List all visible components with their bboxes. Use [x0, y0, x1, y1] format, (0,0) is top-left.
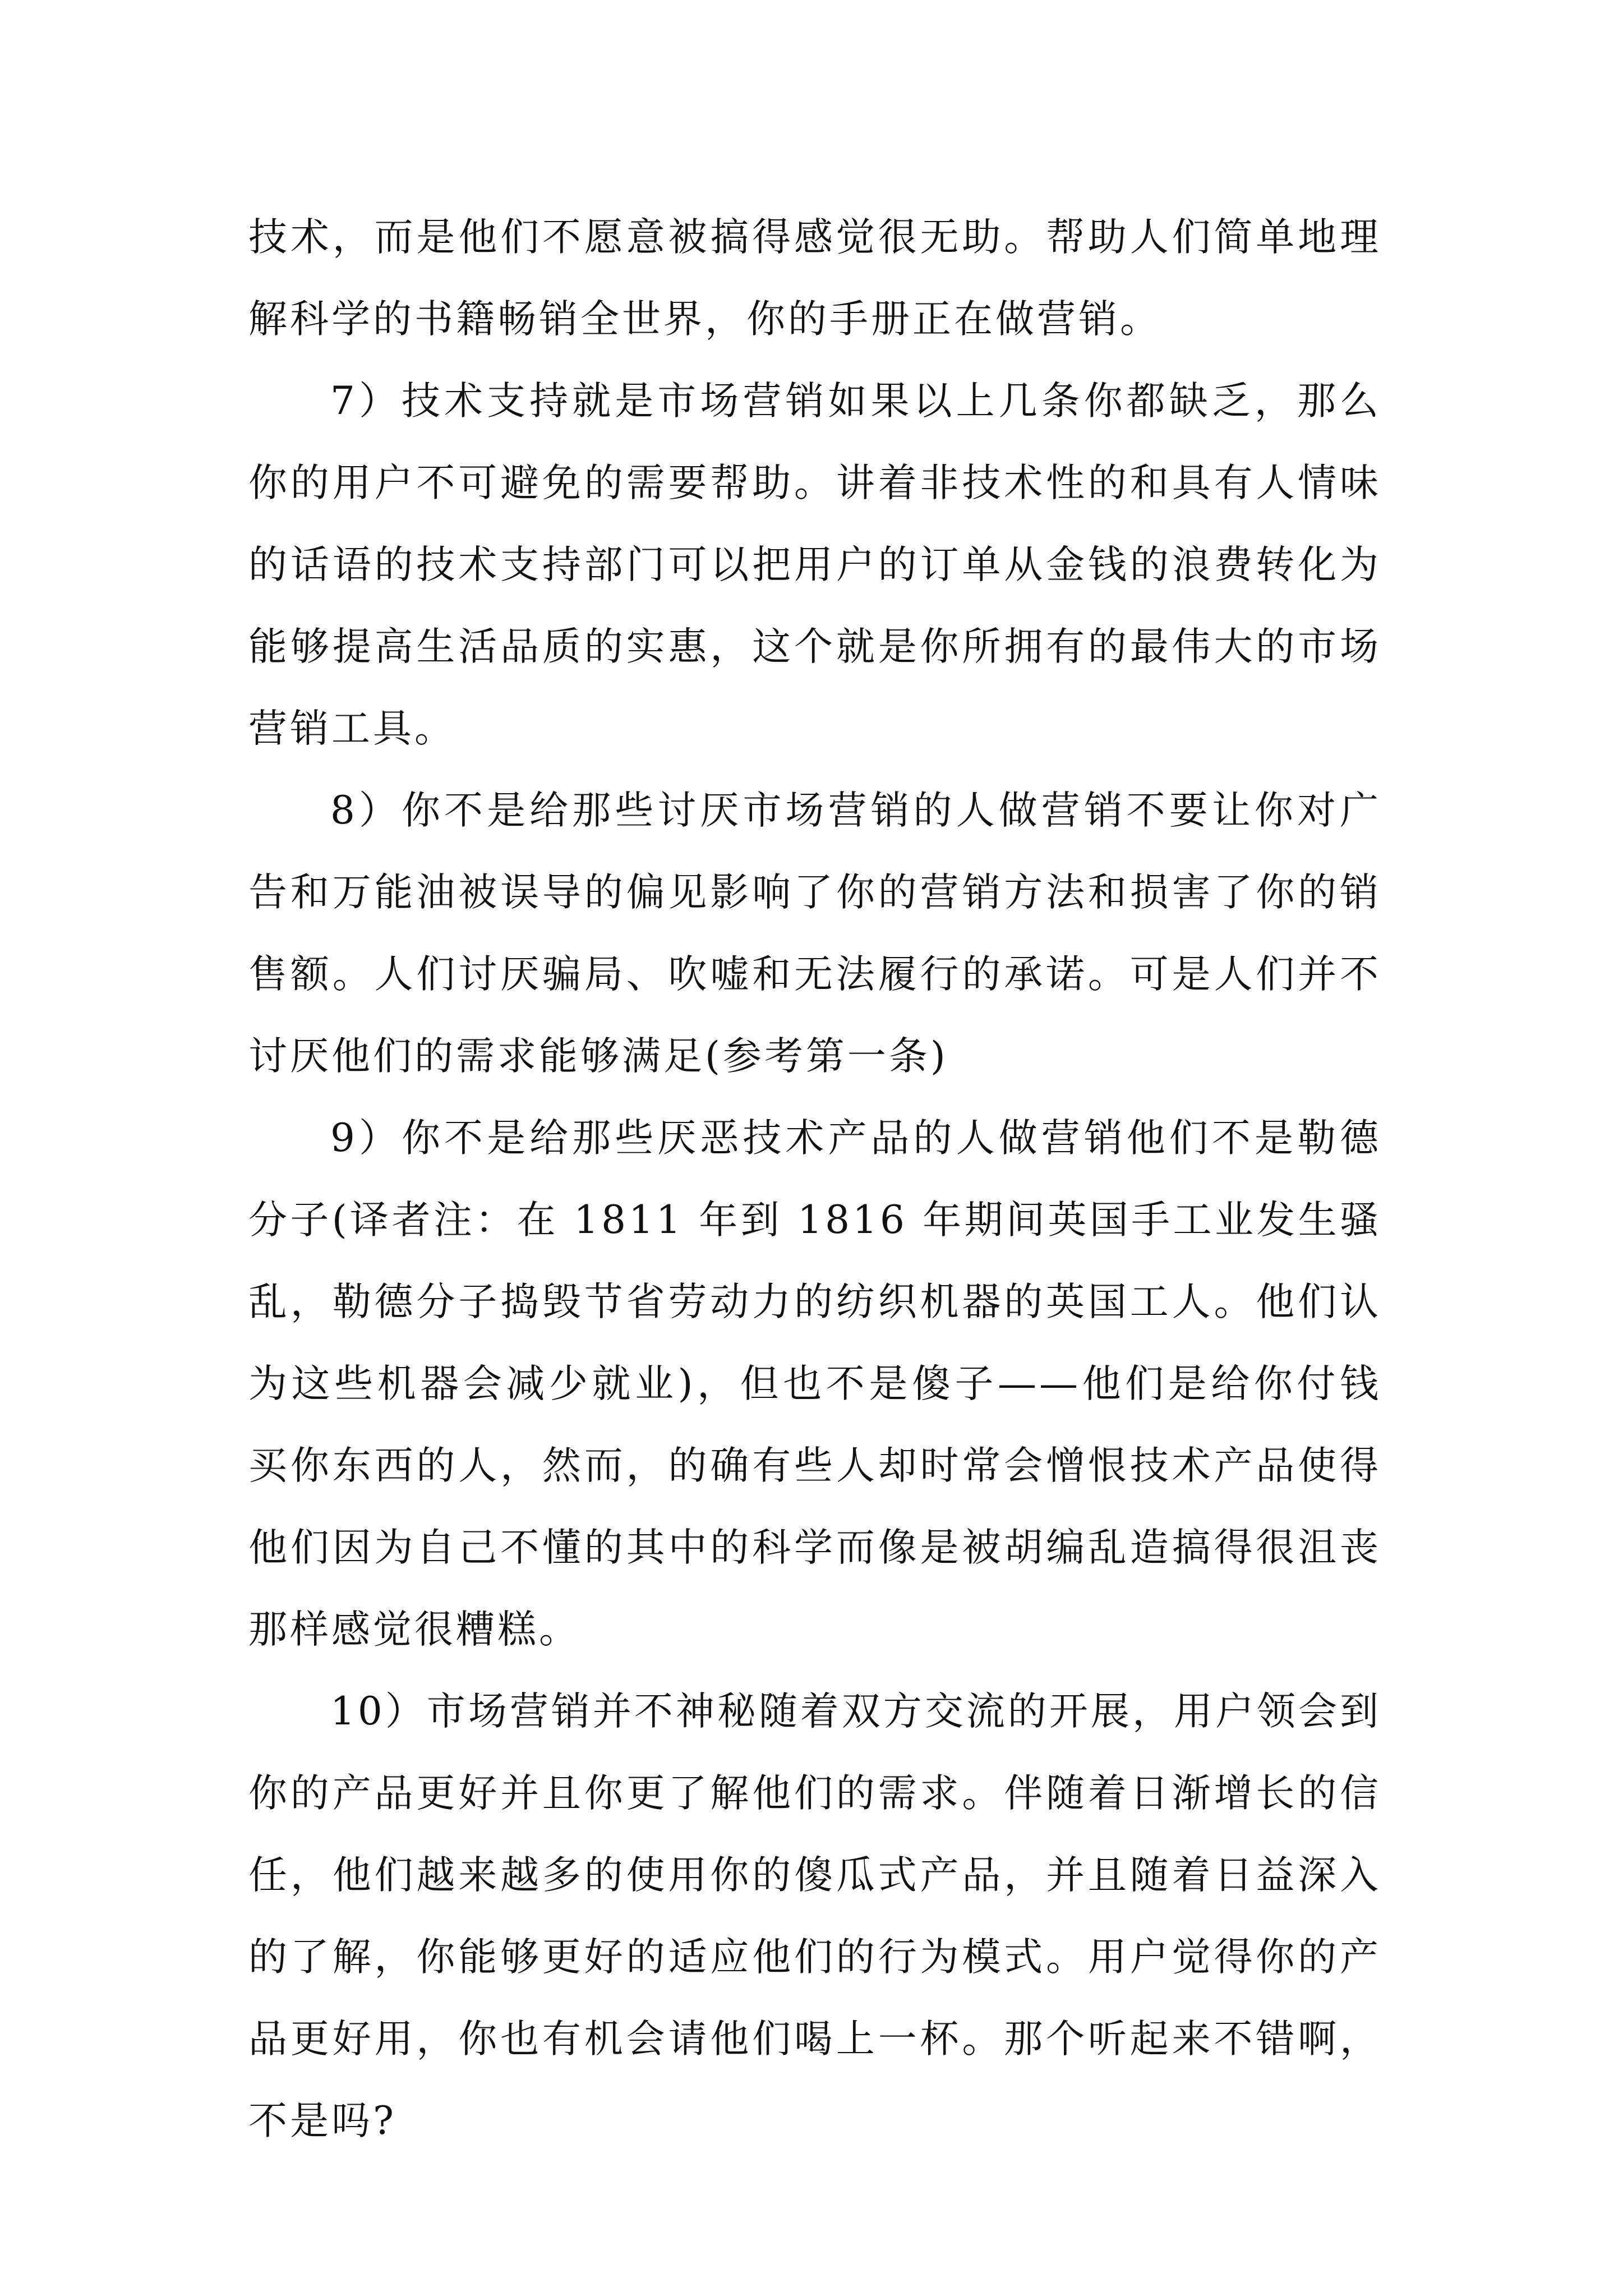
- body-text: [248, 196, 1381, 2162]
- paragraph-item-8: 8）你不是给那些讨厌市场营销的人做营销不要让你对广告和万能油被误导的偏见影响了你的营销方法和损害了你的销售额。人们讨厌骗局、吹嘘和无法履行的承诺。可是人们并不讨厌他们的需求能够满足(参考第一条): [248, 788, 1381, 1079]
- paragraph-item-7: 7）技术支持就是市场营销如果以上几条你都缺乏，那么你的用户不可避免的需要帮助。讲着非技术性的和具有人情味的话语的技术支持部门可以把用户的订单从金钱的浪费转化为能够提高生活品质的实惠，这个就是你所拥有的最伟大的市场营销工具。: [248, 379, 1381, 751]
- paragraph-continuation: 技术，而是他们不愿意被搞得感觉很无助。帮助人们简单地理解科学的书籍畅销全世界，你的手册正在做营销。: [248, 215, 1381, 342]
- paragraph-item-9: 9）你不是给那些厌恶技术产品的人做营销他们不是勒德分子(译者注：在 1811 年到 1816 年期间英国手工业发生骚乱，勒德分子捣毁节省劳动力的纺织机器的英国工人。他们认为这些机器会减少就业)，但也不是傻子——他们是给你付钱买你东西的人，然而，的确有些人却时常会憎恨技术产品使得他们因为自己不懂的其中的科学而像是被胡编乱造搞得很沮丧那样感觉很糟糕。: [248, 1116, 1381, 1652]
- paragraph-item-10: 10）市场营销并不神秘随着双方交流的开展，用户领会到你的产品更好并且你更了解他们的需求。伴随着日渐增长的信任，他们越来越多的使用你的傻瓜式产品，并且随着日益深入的了解，你能够更好的适应他们的行为模式。用户觉得你的产品更好用，你也有机会请他们喝上一杯。那个听起来不错啊，不是吗?: [248, 1689, 1381, 2143]
